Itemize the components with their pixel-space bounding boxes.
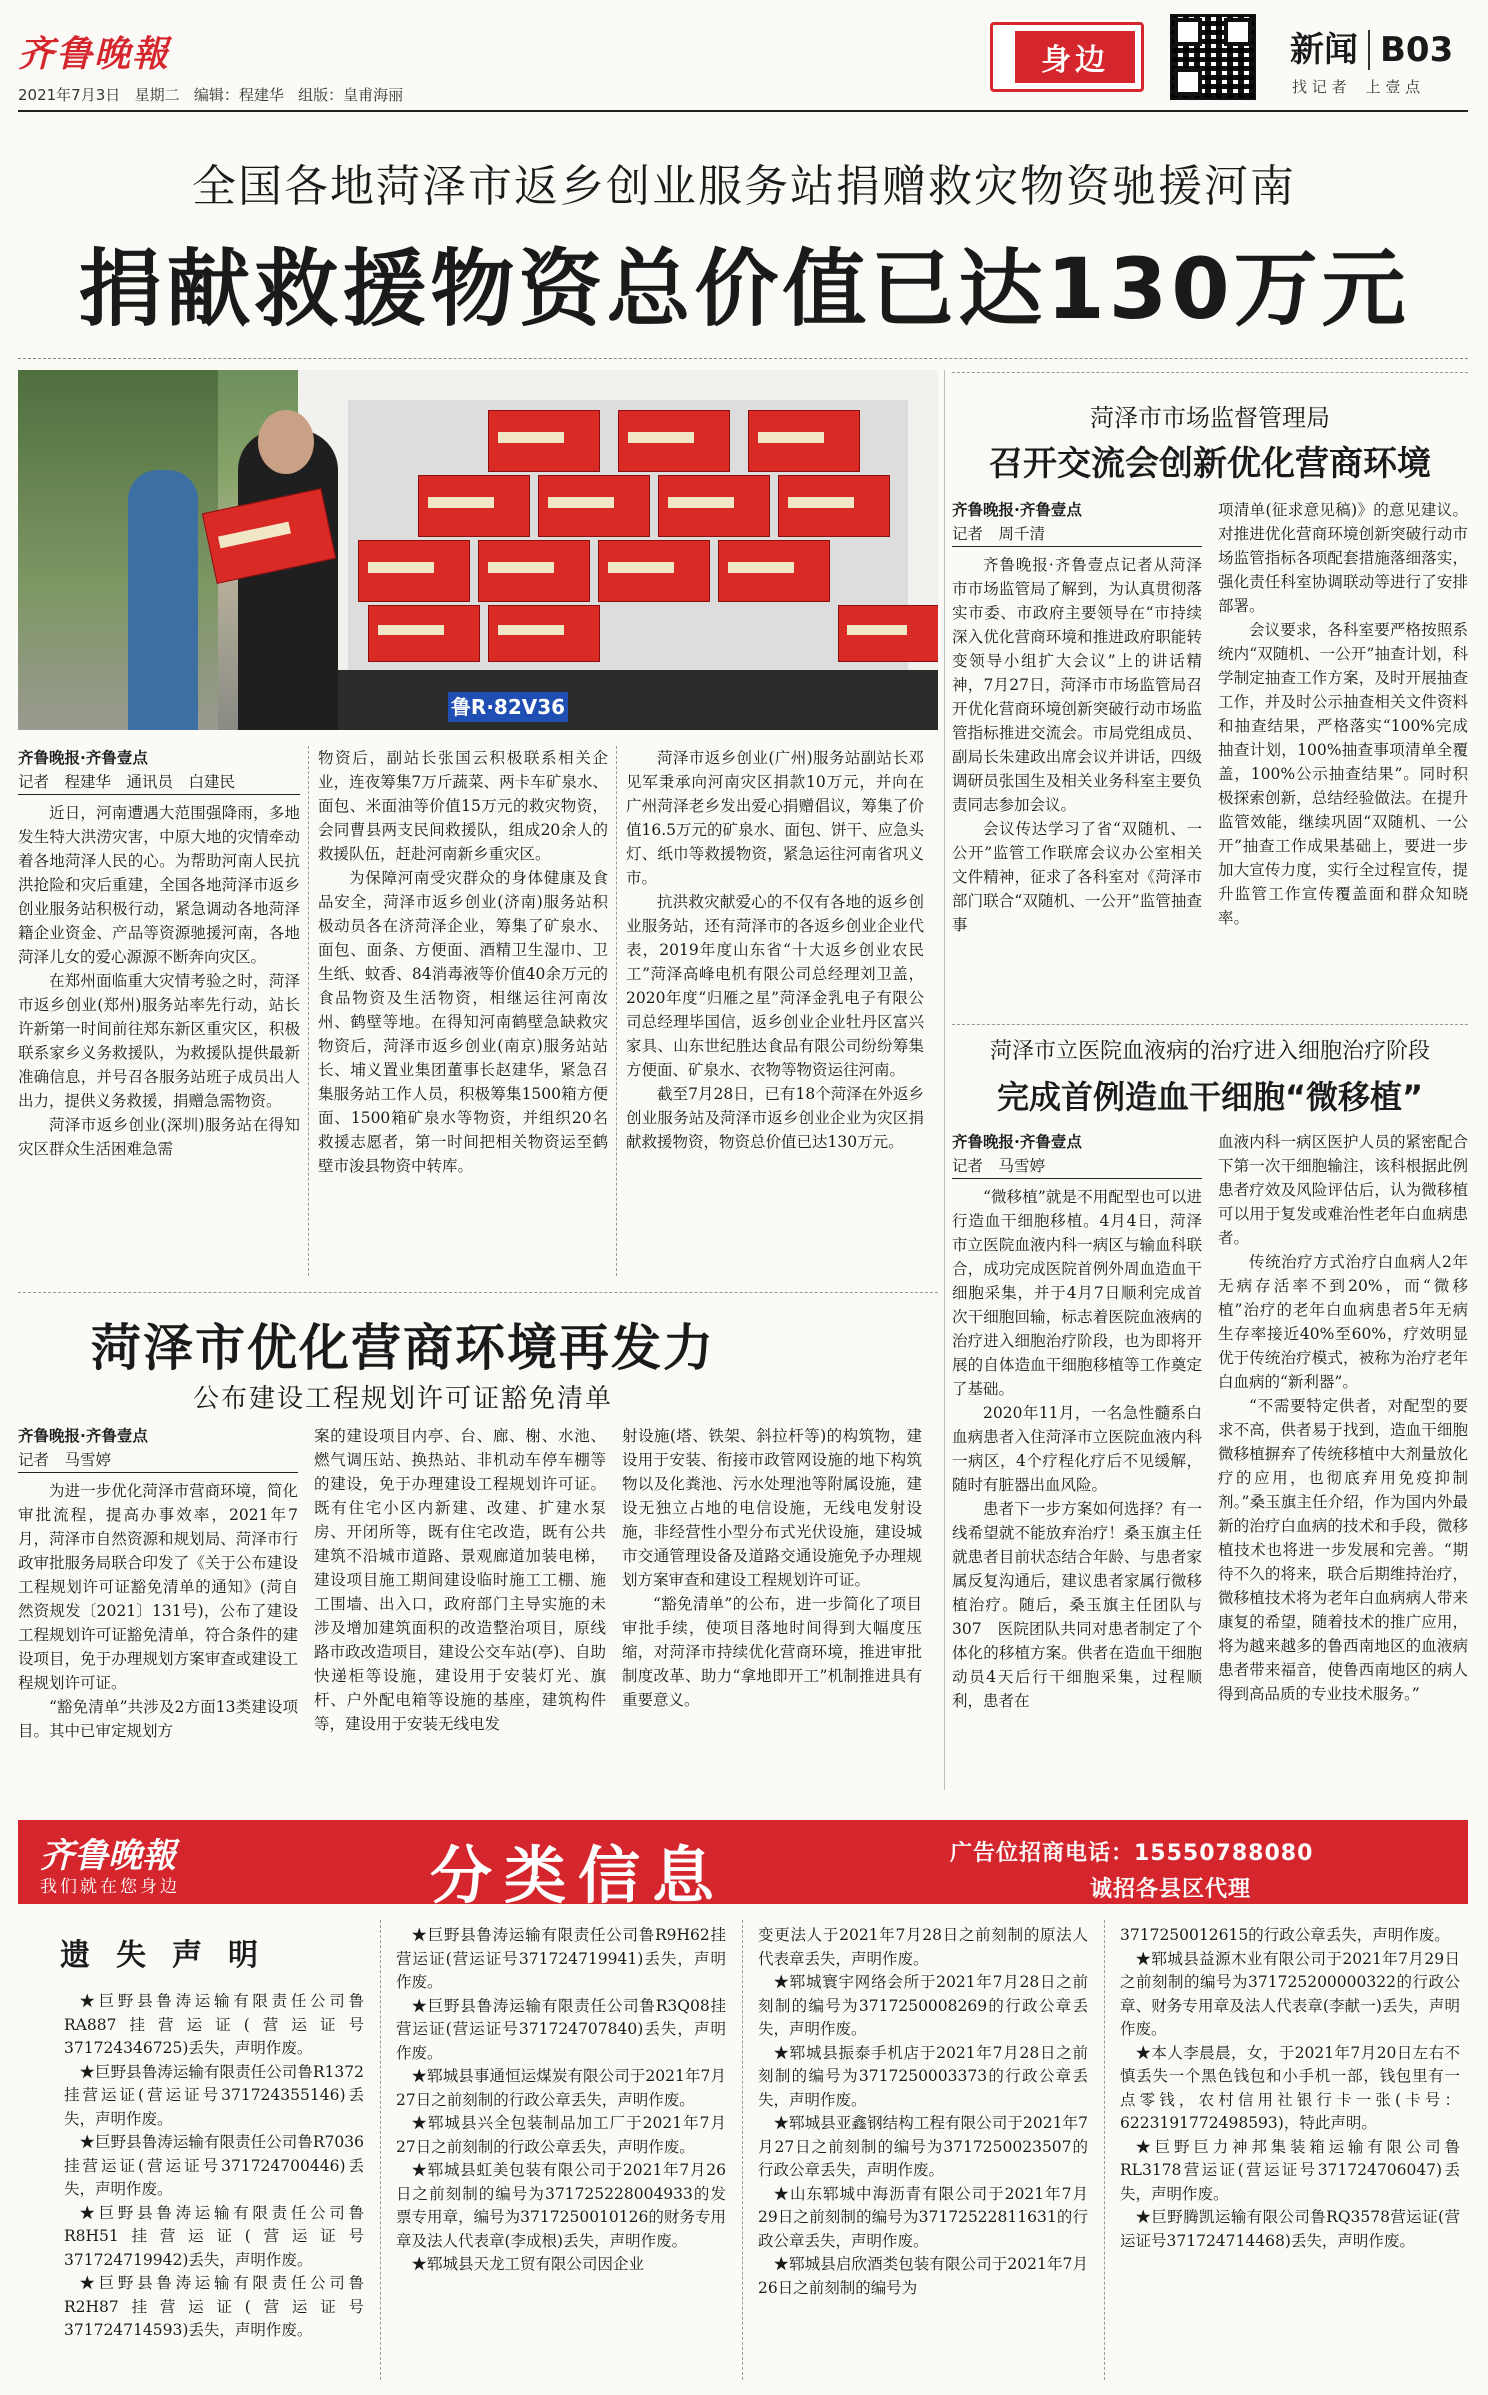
- section-tag: [990, 22, 1144, 92]
- classified-phone: 广告位招商电话：15550788080: [950, 1841, 1314, 1866]
- notice-item: ★巨野县鲁涛运输有限责任公司鲁R3Q08挂营运证(营运证号371724707840)丢失，声明作废。: [396, 1996, 726, 2062]
- masthead-logo: 齐鲁晚報: [18, 33, 171, 75]
- lead-headline: 捐献救援物资总价值已达130万元: [78, 240, 1410, 338]
- paragraph: 在郑州面临重大灾情考验之时，菏泽市返乡创业(郑州)服务站率先行动，站长许新第一时间前往郑东新区重灾区，积极联系家乡义务救援队，为救援队提供最新准确信息，并号召各服务站班子成员出人出力，提供义务救援，捐赠急需物资。: [18, 972, 300, 1110]
- notice-item: ★巨野县鲁涛运输有限责任公司鲁R2H87挂营运证(营运证号371724714593)丢失，声明作废。: [64, 2274, 364, 2339]
- paragraph: 截至7月28日，已有18个菏泽在外返乡创业服务站及菏泽市返乡创业企业为灾区捐献救援物资，物资总价值已达130万元。: [626, 1085, 924, 1151]
- lead-column-3: [626, 746, 924, 1154]
- lead-byline-agency: 齐鲁晚报·齐鲁壹点: [18, 749, 148, 767]
- header-rule: [18, 110, 1468, 112]
- story2-byline-agency: 齐鲁晚报·齐鲁壹点: [952, 501, 1082, 519]
- paragraph: 近日，河南遭遇大范围强降雨，多地发生特大洪涝灾害，中原大地的灾情牵动着各地菏泽人民的心。为帮助河南人民抗洪抢险和灾后重建，全国各地菏泽市返乡创业服务站积极行动，紧急调动各地菏泽籍企业资金、产品等资源驰援河南，各地菏泽儿女的爱心源源不断奔向灾区。: [18, 804, 300, 966]
- page-label: 新闻: [1290, 30, 1358, 70]
- column-divider: [616, 746, 617, 1276]
- paragraph: 射设施(塔、铁架、斜拉杆等)的构筑物，建设用于安装、衔接市政管网设施的地下构筑物以及化粪池、污水处理池等附属设施，建设无独立占地的电信设施，无线电发射设施，非经营性小型分布式光伏设施，建设城市交通管理设备及道路交通设施免予办理规划方案审查和建设工程规划许可证。: [622, 1427, 922, 1589]
- section-divider: [944, 370, 945, 1790]
- page-number: B03: [1380, 30, 1454, 70]
- paragraph: 物资后，副站长张国云积极联系相关企业，连夜筹集7万斤蔬菜、两卡车矿泉水、面包、米面油等价值15万元的救灾物资，会同曹县两支民间救援队，组成20余人的救援队伍，赶赴河南新乡重灾区。: [318, 749, 608, 863]
- notice-item: ★郓城县天龙工贸有限公司因企业: [411, 2255, 645, 2273]
- notice-item: ★巨野县鲁涛运输有限责任公司鲁R8H51挂营运证(营运证号371724719942)丢失，声明作废。: [64, 2203, 364, 2269]
- classified-agent-call: 诚招各县区代理: [1090, 1877, 1252, 1902]
- lead-column-2: [318, 746, 608, 1178]
- paragraph: 传统治疗方式治疗白血病人2年无病存活率不到20%，而“微移植”治疗的老年白血病患者5年无病生存率接近40%至60%，疗效明显优于传统治疗模式，被称为治疗老年白血病的“新利器”。: [1218, 1253, 1468, 1391]
- story4-headline: 菏泽市优化营商环境再发力: [91, 1319, 715, 1377]
- notice-item: 变更法人于2021年7月28日之前刻制的原法人代表章丢失，声明作废。: [758, 1926, 1088, 1968]
- lead-byline-reporters: 记者 程建华 通讯员 白建民: [18, 770, 300, 795]
- classified-column-4: [1120, 1924, 1460, 2253]
- column-divider: [1104, 1920, 1105, 2380]
- notice-item: ★山东郓城中海沥青有限公司于2021年7月29日之前刻制的编号为3717252281163​1的行政公章丢失，声明作废。: [758, 2184, 1088, 2250]
- story4-subhead: 公布建设工程规划许可证豁免清单: [192, 1384, 613, 1414]
- classified-column-3: [758, 1924, 1088, 2300]
- paragraph: “豁免清单”的公布，进一步简化了项目审批手续，使项目落地时间得到大幅度压缩，对菏泽市持续优化营商环境，推进审批制度改革、助力“拿地即开工”机制推进具有重要意义。: [622, 1595, 922, 1709]
- notice-item: ★巨野县鲁涛运输有限责任公司鲁R7036挂营运证(营运证号371724700446)丢失，声明作废。: [64, 2133, 364, 2198]
- notice-item: ★郓城县益源木业有限公司于2021年7月29日之前刻制的编号为3717252000​00322的行政公章、财务专用章及法人代表章(李献一)丢失，声明作废。: [1120, 1949, 1460, 2038]
- notice-item: ★巨野腾凯运输有限公司鲁RQ3578营运证(营运证号371724714468)丢失，声明作废。: [1120, 2208, 1460, 2250]
- paragraph: 项清单(征求意见稿)》的意见建议。对推进优化营商环境创新突破行动市场监管指标各项配套措施落细落实，强化责任科室协调联动等进行了安排部署。: [1218, 501, 1468, 615]
- classified-column-2: [396, 1924, 726, 2277]
- notice-item: ★巨野县鲁涛运输有限责任公司鲁R9H62挂营运证(营运证号371724719941)丢失，声明作废。: [396, 1926, 726, 1991]
- section-tag-label: 身边: [1015, 31, 1135, 83]
- classified-slogan: 我们就在您身边: [40, 1877, 180, 1897]
- lost-notice-heading: 遗失声明: [60, 1938, 284, 1973]
- paragraph: 齐鲁晚报·齐鲁壹点记者从菏泽市市场监管局了解到，为认真贯彻落实市委、市政府主要领导在“市持续深入优化营商环境和推进政府职能转变领导小组扩大会议”上的讲话精神，7月27日，菏泽市市场监管局召开优化营商环境创新突破行动市场监管指标推进交流会。市局党组成员、副局长朱建政出席会议并讲话，四级调研员张国生及相关业务科室主要负责同志参加会议。: [952, 556, 1202, 814]
- paragraph: “豁免清单”共涉及2方面13类建设项目。其中已审定规划方: [18, 1698, 298, 1740]
- story3-headline: 完成首例造血干细胞“微移植”: [996, 1078, 1424, 1116]
- reporter-line: 找 记 者 上 壹 点: [1292, 78, 1421, 96]
- paragraph: 2020年11月，一名急性髓系白血病患者入住菏泽市立医院血液内科一病区，4个疗程化疗后不见缓解，随时有脏器出血风险。: [952, 1404, 1202, 1494]
- story3-byline-reporter: 记者 马雪婷: [952, 1154, 1202, 1179]
- notice-item: ★巨野巨力神邦集装箱运输有限公司鲁RL3178营运证(营运证号371724706047)丢失，声明作废。: [1120, 2137, 1460, 2203]
- story-rule: [952, 372, 1468, 373]
- paragraph: 菏泽市返乡创业(深圳)服务站在得知灾区群众生活困难急需: [18, 1116, 300, 1158]
- paragraph: 会议传达学习了省“双随机、一公开”监管工作联席会议办公室相关文件精神，征求了各科室对《菏泽市部门联合“双随机、一公开”监管抽查事: [952, 820, 1202, 934]
- notice-item: ★郓城县启欣酒类包装有限公司于2021年7月26日之前刻制的编号为: [758, 2255, 1088, 2297]
- paragraph: 为进一步优化菏泽市营商环境，简化审批流程，提高办事效率，2021年7月，菏泽市自然资源和规划局、菏泽市行政审批服务局联合印发了《关于公布建设工程规划许可证豁免清单的通知》(菏自然资规发〔2021〕131号)，公布了建设工程规划许可证豁免清单，符合条件的建设项目，免于办理规划方案审查或建设工程规划许可证。: [18, 1482, 298, 1692]
- page-id: [1290, 22, 1453, 71]
- story4-byline-agency: 齐鲁晚报·齐鲁壹点: [18, 1427, 148, 1445]
- story4-byline-reporter: 记者 马雪婷: [18, 1448, 298, 1473]
- story-rule: [952, 1024, 1468, 1025]
- story2-kicker: 菏泽市市场监督管理局: [1090, 404, 1330, 432]
- notice-item: ★郓城县虹美包装有限公司于2021年7月26日之前刻制的编号为371725228004933的发票专用章，编号为371725001012​6的财务专用章及法人代表章(李成根)丢失，声明作废。: [396, 2161, 726, 2250]
- story4-column-2: [314, 1424, 606, 1736]
- notice-item: ★郓城县亚鑫钢结构工程有限公司于2021年7月27日之前刻制的编号为3717250023507的行政公章丢失，声明作废。: [758, 2114, 1088, 2179]
- lead-photo: [18, 370, 938, 730]
- column-divider: [308, 746, 309, 1276]
- story3-column-2: [1218, 1130, 1468, 1706]
- notice-item: ★郓城县振泰手机店于2021年7月28日之前刻制的编号为3717250003373的行政公章丢失，声明作废。: [758, 2043, 1088, 2109]
- paragraph: 会议要求，各科室要严格按照系统内“双随机、一公开”抽查计划，科学制定抽查工作方案，及时开展抽查工作，并及时公示抽查相关文件资料和抽查结果，严格落实“100%完成抽查计划，100%抽查事项清单全覆盖，100%公示抽查结果”。同时积极探索创新，总结经验做法。在提升监管效能，继续巩固“双随机、一公开”抽查工作成果基础上，要进一步加大宣传力度，实行全过程宣传，提升监管工作宣传覆盖面和群众知晓率。: [1218, 621, 1468, 927]
- notice-item: ★郓城寰宇网络会所于2021年7月28日之前刻制的编号为371725000​8269的行政公章丢失，声明作废。: [758, 1973, 1088, 2038]
- story4-column-1: [18, 1424, 298, 1743]
- lead-kicker: 全国各地菏泽市返乡创业服务站捐赠救灾物资驰援河南: [192, 161, 1296, 212]
- paragraph: 案的建设项目内亭、台、廊、榭、水池、燃气调压站、换热站、非机动车停车棚等的建设，免于办理建设工程规划许可证。既有住宅小区内新建、改建、扩建水泵房、开闭所等，既有住宅改造，既有公共建筑不沿城市道路、景观廊道加装电梯，建设项目施工期间建设临时施工工棚、施工围墙、出入口，政府部门主导实施的未涉及增加建筑面积的改造整治项目，原线路市政改造项目，建设公交车站(亭)、自助快递柜等设施，建设用于安装灯光、旗杆、户外配电箱等设施的基座，建筑构件等，建设用于安装无线电发: [314, 1427, 606, 1733]
- paragraph: “微移植”就是不用配型也可以进行造血干细胞移植。4月4日，菏泽市立医院血液内科一病区与输血科联合，成功完成医院首例外周血造血干细胞采集，并于4月7日顺利完成首次干细胞回输，标志着医院血液病的治疗进入细胞治疗阶段，也为即将开展的自体造血干细胞移植等工作奠定了基础。: [952, 1188, 1202, 1398]
- column-divider: [742, 1920, 743, 2380]
- story2-column-1: [952, 498, 1202, 937]
- story3-byline-agency: 齐鲁晚报·齐鲁壹点: [952, 1133, 1082, 1151]
- dateline: 2021年7月3日 星期二 编辑：程建华 组版：皇甫海丽: [18, 86, 404, 104]
- classified-title: 分类信息: [430, 1839, 727, 1912]
- story3-kicker: 菏泽市立医院血液病的治疗进入细胞治疗阶段: [989, 1039, 1430, 1064]
- story2-headline: 召开交流会创新优化营商环境: [989, 444, 1431, 484]
- lead-column-1: [18, 746, 300, 1161]
- classified-column-1: [64, 1990, 364, 2343]
- qr-code-icon: [1170, 14, 1256, 100]
- license-plate: 鲁R·82V36: [448, 692, 568, 722]
- notice-item: ★郓城县兴全包装制品加工厂于2021年7月27日之前刻制的行政公章丢失，声明作废。: [396, 2114, 726, 2156]
- paragraph: 为保障河南受灾群众的身体健康及食品安全，菏泽市返乡创业(济南)服务站积极动员各在济菏泽企业，筹集了矿泉水、面包、面条、方便面、酒精卫生湿巾、卫生纸、蚊香、84消毒液等价值40余万元的食品物资及生活物资，相继运往河南汝州、鹤壁等地。在得知河南鹤壁急缺救灾物资后，菏泽市返乡创业(南京)服务站站长、埔义置业集团董事长赵建华，紧急召集服务站工作人员，积极筹集1500箱方便面、1500箱矿泉水等物资，并组织20名救援志愿者，第一时间把相关物资运至鹤壁市浚县物资中转库。: [318, 869, 608, 1175]
- notice-item: ★巨野县鲁涛运输有限责任公司鲁RA887挂营运证(营运证号371724346725)丢失，声明作废。: [64, 1992, 364, 2057]
- notice-item: 3717250012615的行政公章丢失，声明作废。: [1120, 1926, 1450, 1944]
- story2-column-2: [1218, 498, 1468, 930]
- paragraph: “不需要特定供者，对配型的要求不高，供者易于找到，造血干细胞微移植摒弃了传统移植中大剂量放化疗的应用，也彻底弃用免疫抑制剂。”桑玉旗主任介绍，作为国内外最新的治疗白血病的技术和手段，微移植技术也将进一步发展和完善。“期待不久的将来，联合后期维持治疗，微移植技术将为老年白血病病人带来康复的希望，随着技术的推广应用，将为越来越多的鲁西南地区的血液病患者带来福音，使鲁西南地区的病人得到高品质的专业技术服务。”: [1218, 1397, 1468, 1703]
- story2-byline-reporter: 记者 周千清: [952, 522, 1202, 547]
- story4-column-3: [622, 1424, 922, 1712]
- story3-column-1: [952, 1130, 1202, 1713]
- notice-item: ★巨野县鲁涛运输有限责任公司鲁R1372挂营运证(营运证号371724355146)丢失，声明作废。: [64, 2062, 364, 2128]
- classified-logo: 齐鲁晚報: [40, 1836, 176, 1876]
- notice-item: ★郓城县事通恒运煤炭有限公司于2021年7月27日之前刻制的行政公章丢失，声明作废。: [396, 2067, 726, 2109]
- paragraph: 血液内科一病区医护人员的紧密配合下第一次干细胞输注，该科根据此例患者疗效及风险评估后，认为微移植可以用于复发或难治性老年白血病患者。: [1218, 1133, 1468, 1247]
- headline-rule: [18, 358, 1468, 359]
- paragraph: 抗洪救灾献爱心的不仅有各地的返乡创业服务站，还有菏泽市的各返乡创业企业代表，2019年度山东省“十大返乡创业农民工”菏泽高峰电机有限公司总经理刘卫盖，2020年度“归雁之星”菏泽金乳电子有限公司总经理毕国信，返乡创业企业牡丹区富兴家具、山东世纪胜达食品有限公司纷纷筹集方便面、矿泉水、衣物等物资运往河南。: [626, 893, 924, 1079]
- paragraph: 菏泽市返乡创业(广州)服务站副站长邓见军秉承向河南灾区捐款10万元，并向在广州菏泽老乡发出爱心捐赠倡议，筹集了价值16.5万元的矿泉水、面包、饼干、应急头灯、纸巾等救援物资，紧急运往河南省巩义市。: [626, 749, 925, 887]
- notice-item: ★本人李晨晨，女，于2021年7月20日左右不慎丢失一个黑色钱包和小手机一部，钱包里有一点零钱，农村信用社银行卡一张(卡号：6223191772498593)，特此声明。: [1120, 2043, 1460, 2132]
- column-divider: [380, 1920, 381, 2380]
- story-rule: [18, 1292, 938, 1293]
- paragraph: 患者下一步方案如何选择？有一线希望就不能放弃治疗！桑玉旗主任就患者目前状态结合年龄、与患者家属反复沟通后，建议患者家属行微移植治疗。随后，桑玉旗主任团队与307 医院团队共同对患者制定了个体化的移植方案。供者在造血干细胞动员4天后行干细胞采集，过程顺利，患者在: [952, 1500, 1202, 1710]
